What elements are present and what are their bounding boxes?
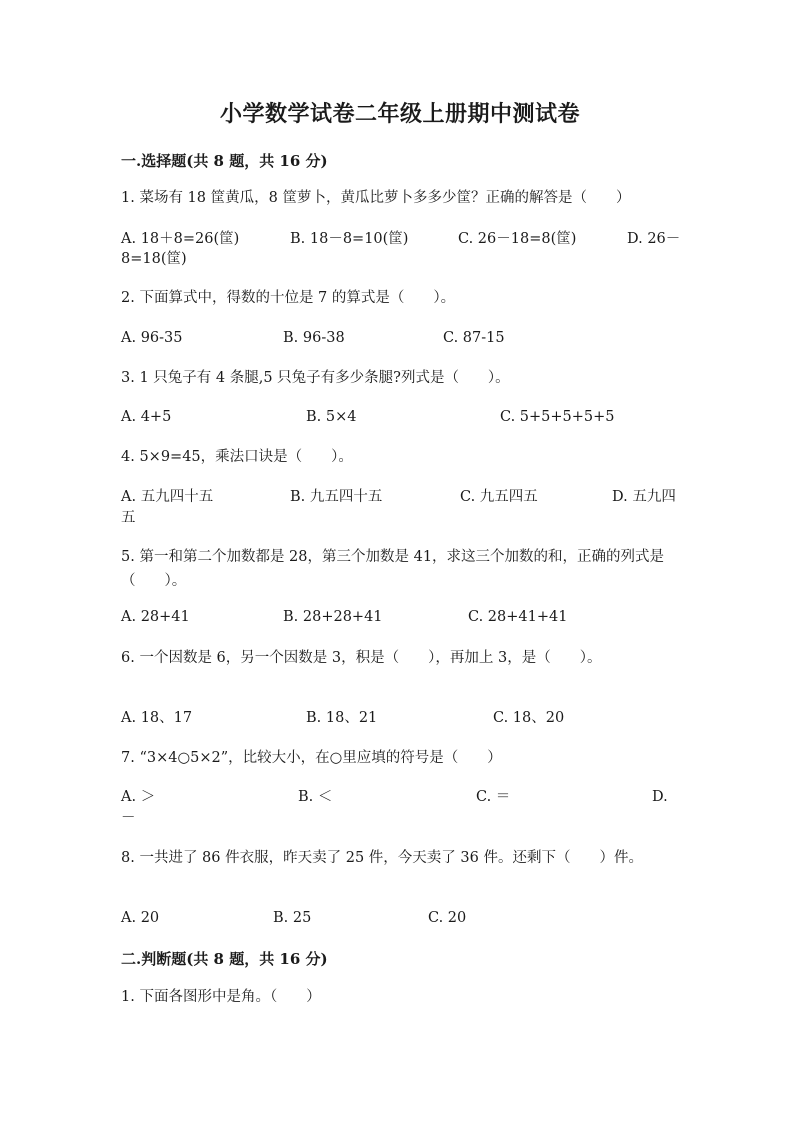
question-2: 2. 下面算式中，得数的十位是 7 的算式是（ ）。: [121, 290, 456, 306]
q5-option-b: B. 28+28+41: [283, 609, 383, 625]
q2-option-b: B. 96-38: [283, 330, 345, 346]
q4-option-c: C. 九五四五: [460, 489, 538, 505]
q5-option-a: A. 28+41: [121, 609, 190, 625]
q3-option-a: A. 4+5: [121, 409, 172, 425]
q4-option-b: B. 九五四十五: [290, 489, 383, 505]
q8-option-c: C. 20: [428, 910, 467, 926]
question-3: 3. 1 只兔子有 4 条腿,5 只兔子有多少条腿?列式是（ ）。: [121, 370, 510, 386]
q8-option-b: B. 25: [273, 910, 312, 926]
q4-option-a: A. 五九四十五: [121, 489, 214, 505]
q7-option-d-wrap: －: [121, 810, 136, 826]
q7-option-a: A. ＞: [121, 789, 156, 805]
q2-option-a: A. 96-35: [121, 330, 183, 346]
question-1: 1. 菜场有 18 筐黄瓜，8 筐萝卜，黄瓜比萝卜多多少筐？正确的解答是（ ）: [121, 190, 631, 206]
judgement-question-1: 1. 下面各图形中是角。（ ）: [121, 989, 321, 1005]
section-heading-choice: 一.选择题(共 8 题，共 16 分): [121, 152, 328, 170]
q6-option-b: B. 18、21: [306, 710, 378, 726]
page-title: 小学数学试卷二年级上册期中测试卷: [219, 101, 580, 127]
question-5: 5. 第一和第二个加数都是 28，第三个加数是 41，求这三个加数的和，正确的列式是（ ）。: [121, 549, 665, 589]
q1-option-a: A. 18＋8=26(筐): [121, 231, 240, 247]
question-4: 4. 5×9=45，乘法口诀是（ ）。: [121, 449, 353, 465]
q1-option-d: D. 26－: [627, 231, 681, 247]
q4-option-d: D. 五九四: [612, 489, 676, 505]
q3-option-b: B. 5×4: [306, 409, 357, 425]
q8-option-a: A. 20: [121, 910, 160, 926]
question-8: 8. 一共进了 86 件衣服，昨天卖了 25 件，今天卖了 36 件。还剩下（ ）件。: [121, 850, 643, 866]
q7-option-d: D.: [652, 789, 668, 805]
question-6: 6. 一个因数是 6，另一个因数是 3，积是（ ），再加上 3，是（ ）。: [121, 650, 602, 666]
q4-option-d-wrap: 五: [121, 510, 136, 526]
q7-option-b: B. ＜: [298, 789, 333, 805]
q5-option-c: C. 28+41+41: [468, 609, 568, 625]
q6-option-a: A. 18、17: [121, 710, 193, 726]
q7-option-c: C. ＝: [476, 789, 511, 805]
question-7: 7. “3×4○5×2”，比较大小，在○里应填的符号是（ ）: [121, 750, 502, 766]
q1-option-c: C. 26－18=8(筐): [458, 231, 577, 247]
section-heading-judgement: 二.判断题(共 8 题，共 16 分): [121, 950, 328, 968]
q2-option-c: C. 87-15: [443, 330, 505, 346]
q3-option-c: C. 5+5+5+5+5: [500, 409, 615, 425]
q1-option-b: B. 18－8=10(筐): [290, 231, 409, 247]
q1-option-d-wrap: 8=18(筐): [121, 251, 187, 267]
q6-option-c: C. 18、20: [493, 710, 565, 726]
